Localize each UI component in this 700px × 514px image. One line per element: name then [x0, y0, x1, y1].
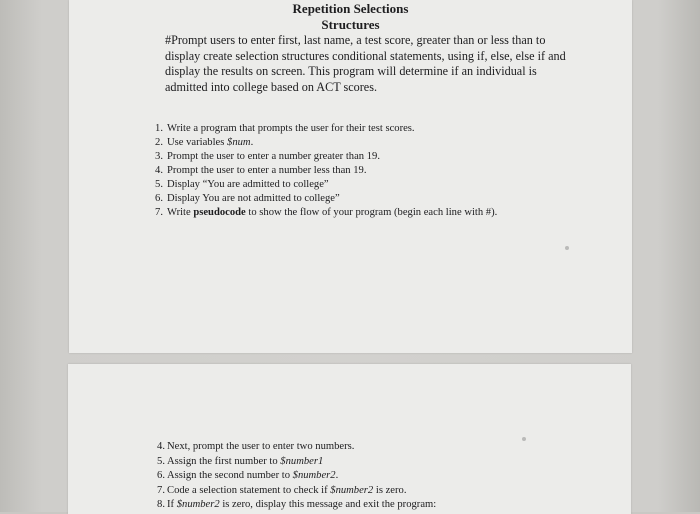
keyword-pseudocode: pseudocode: [193, 207, 246, 218]
list-item: [68, 498, 436, 513]
list-item: [69, 122, 497, 136]
variable-name: $number2: [330, 484, 374, 496]
list-item-number: 7.: [157, 484, 165, 496]
list-item-number: 5.: [157, 455, 165, 467]
list-item-number: 6.: [157, 470, 165, 481]
list-item-text: Prompt the user to enter a number greater than 19.: [167, 151, 380, 162]
variable-name: $num: [227, 137, 251, 148]
paper-speck: [565, 246, 569, 250]
list-item-text: Code a selection statement to check if: [167, 484, 331, 496]
list-item-text: Write: [167, 207, 194, 218]
list-item-text: Prompt the user to enter a number less than 19.: [167, 165, 367, 176]
list-item-text: Display “You are admitted to college”: [167, 179, 329, 190]
list-item-number: 7.: [155, 207, 163, 218]
instructions-list-continued: [68, 440, 436, 513]
list-item: [68, 484, 436, 499]
list-item-text: Use variables: [167, 137, 228, 148]
list-item-text-tail: to show the flow of your program (begin each line with #).: [245, 207, 498, 218]
variable-name: $number2: [292, 470, 336, 481]
variable-name: $number1: [280, 455, 324, 467]
list-item-number: 5.: [155, 179, 163, 190]
list-item-number: 4.: [155, 165, 163, 176]
list-item-text: Write a program that prompts the user for their test scores.: [167, 123, 415, 134]
document-title: Repetition Selections: [292, 1, 409, 16]
list-item: [68, 455, 436, 470]
list-item-number: 4.: [157, 441, 165, 452]
list-item: [69, 136, 497, 150]
list-item-text: If: [167, 499, 177, 510]
list-item-number: 1.: [155, 123, 163, 134]
list-item-text: Assign the second number to: [167, 470, 293, 481]
list-item-number: 6.: [155, 193, 163, 204]
list-item-text: Assign the first number to: [167, 455, 281, 467]
list-item-text: Next, prompt the user to enter two numbers.: [167, 441, 355, 452]
document-page-2: [68, 364, 631, 514]
list-item-number: 8.: [157, 499, 165, 510]
list-item: [69, 206, 497, 220]
list-item: [69, 192, 497, 206]
list-item-text: Display You are not admitted to college”: [167, 193, 340, 204]
document-page-1: [69, 0, 632, 353]
list-item: [69, 178, 497, 192]
document-subtitle: Structures: [321, 17, 380, 32]
list-item: [68, 469, 436, 484]
list-item-text-tail: is zero.: [373, 484, 407, 496]
list-item-text-tail: .: [335, 470, 339, 481]
list-item-text-tail: is zero, display this message and exit the program:: [219, 499, 437, 510]
paper-speck: [522, 437, 526, 441]
instructions-list: [69, 122, 497, 220]
list-item: [69, 164, 497, 178]
list-item: [69, 150, 497, 164]
list-item-number: 2.: [155, 137, 163, 148]
list-item: [68, 440, 436, 455]
list-item-text-tail: .: [250, 137, 254, 148]
list-item-number: 3.: [155, 151, 163, 162]
variable-name: $number2: [176, 499, 220, 510]
intro-paragraph: #Prompt users to enter first, last name, a test score, greater than or less than to display create selection structures conditional statements, using if, else, else if and display the results on screen. This program will determine if an individual is admitted into college based on ACT scores.: [165, 33, 566, 94]
